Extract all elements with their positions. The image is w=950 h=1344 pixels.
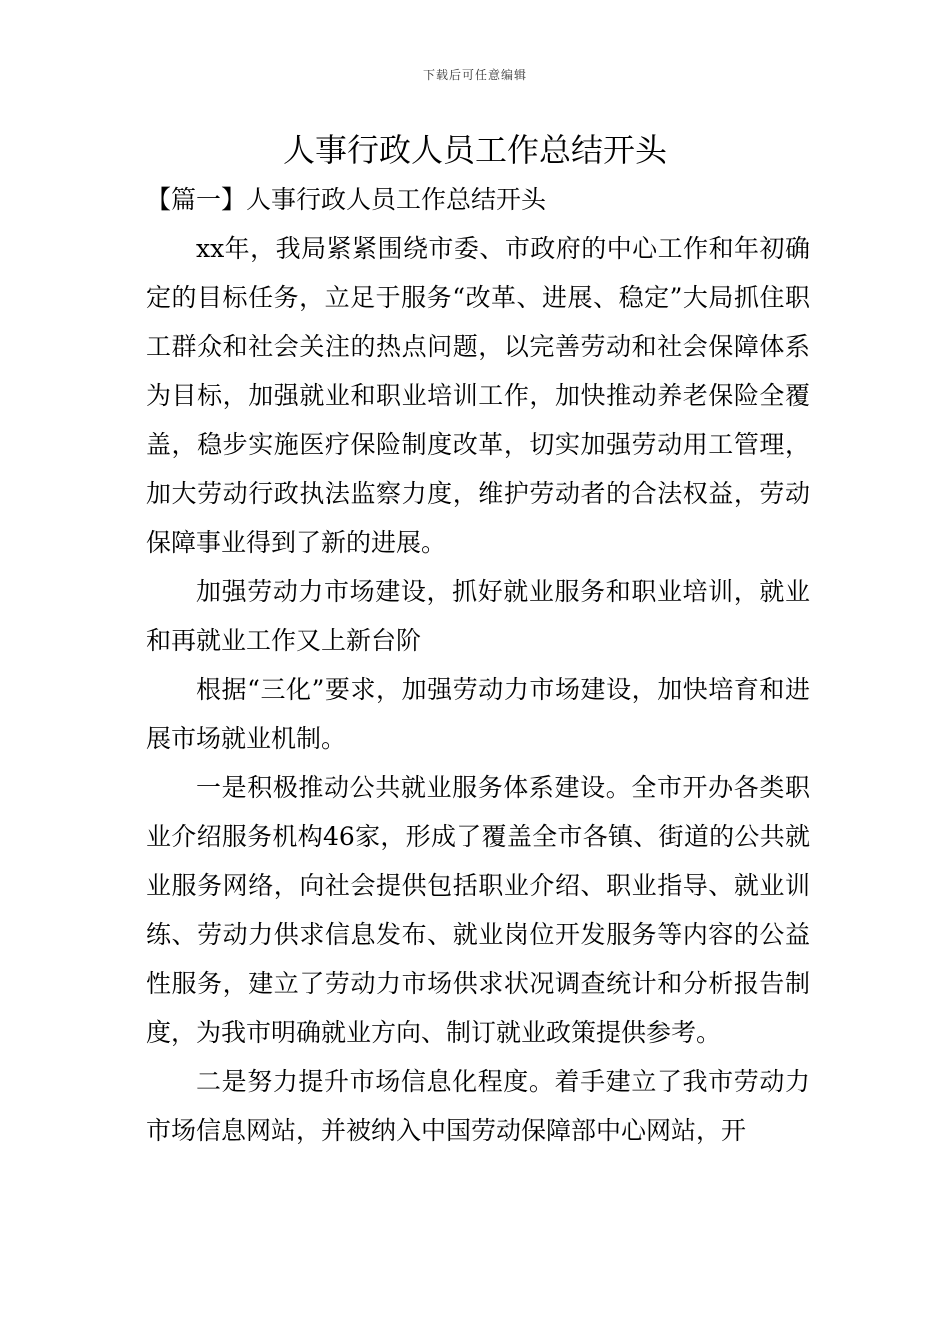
- paragraph-public-employment-service: 一是积极推动公共就业服务体系建设。全市开办各类职业介绍服务机构46家，形成了覆盖全市各镇、街道的公共就业服务网络，向社会提供包括职业介绍、职业指导、就业训练、劳动力供求信息发布、就业岗位开发服务等内容的公益性服务，建立了劳动力市场供求状况调查统计和分析报告制度，为我市明确就业方向、制订就业政策提供参考。: [146, 773, 810, 1047]
- paragraph-intro: xx年，我局紧紧围绕市委、市政府的中心工作和年初确定的目标任务，立足于服务“改革、进展、稳定”大局抓住职工群众和社会关注的热点问题，以完善劳动和社会保障体系为目标，加强就业和职业培训工作，加快推动养老保险全覆盖，稳步实施医疗保险制度改革，切实加强劳动用工管理，加大劳动行政执法监察力度，维护劳动者的合法权益，劳动保障事业得到了新的进展。: [146, 234, 810, 557]
- paragraph-labor-market-heading: 加强劳动力市场建设，抓好就业服务和职业培训，就业和再就业工作又上新台阶: [146, 577, 810, 655]
- paragraph-market-informatization: 二是努力提升市场信息化程度。着手建立了我市劳动力市场信息网站，并被纳入中国劳动保障部中心网站，开: [146, 1067, 810, 1145]
- document-title: 人事行政人员工作总结开头: [282, 131, 667, 169]
- paragraph-three-requirements: 根据“三化”要求，加强劳动力市场建设，加快培育和进展市场就业机制。: [146, 675, 810, 753]
- page-header-note: 下载后可任意编辑: [422, 68, 527, 82]
- section-heading: 【篇一】人事行政人员工作总结开头: [146, 185, 547, 214]
- document-body: [146, 175, 810, 1155]
